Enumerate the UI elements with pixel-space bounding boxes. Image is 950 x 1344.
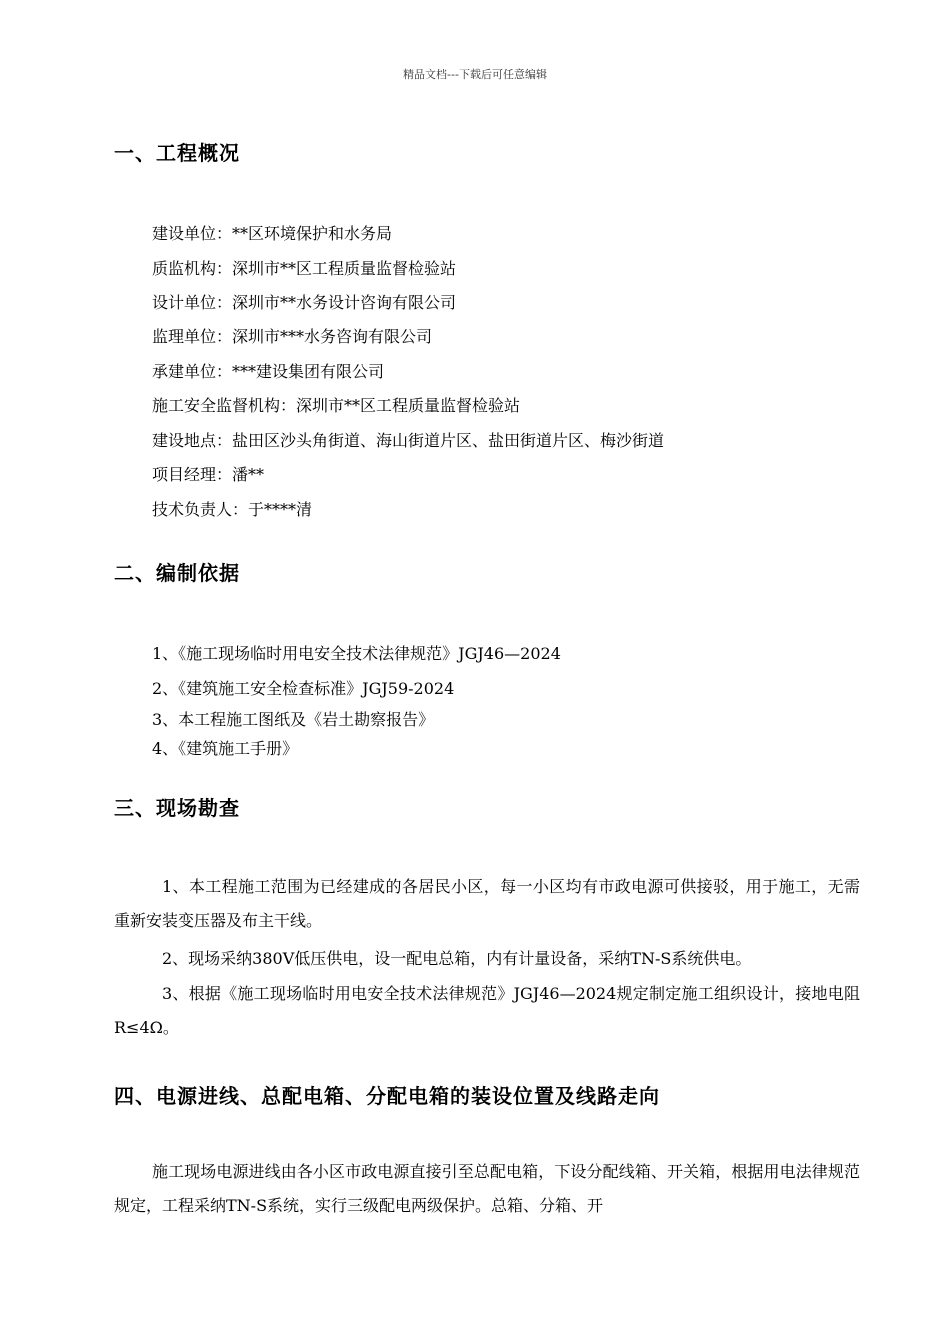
overview-item: 监理单位：深圳市***水务咨询有限公司 [152, 327, 433, 346]
overview-item: 承建单位：***建设集团有限公司 [152, 362, 385, 381]
overview-item: 技术负责人：于****清 [152, 500, 313, 519]
overview-item: 项目经理：潘** [152, 465, 265, 484]
basis-item: 2、《建筑施工安全检查标准》JGJ59-2024 [152, 679, 455, 698]
overview-item: 建设地点：盐田区沙头角街道、海山街道片区、盐田街道片区、梅沙街道 [152, 431, 665, 450]
basis-item: 1、《施工现场临时用电安全技术法律规范》JGJ46—2024 [152, 644, 561, 663]
overview-item: 建设单位：**区环境保护和水务局 [152, 224, 393, 243]
basis-item: 3、本工程施工图纸及《岩土勘察报告》 [152, 710, 435, 729]
basis-item: 4、《建筑施工手册》 [152, 739, 299, 758]
power-layout-paragraph: 施工现场电源进线由各小区市政电源直接引至总配电箱，下设分配线箱、开关箱，根据用电法律规范规定，工程采纳TN-S系统，实行三级配电两级保护。总箱、分箱、开 [114, 1162, 860, 1215]
page-header: 精品文档---下载后可任意编辑 [403, 68, 547, 81]
overview-item: 设计单位：深圳市**水务设计咨询有限公司 [152, 293, 457, 312]
overview-item: 施工安全监督机构：深圳市**区工程质量监督检验站 [152, 396, 521, 415]
section-heading-overview: 一、工程概况 [114, 141, 240, 165]
section-heading-survey: 三、现场勘查 [114, 796, 240, 820]
section-heading-power-layout: 四、电源进线、总配电箱、分配电箱的装设位置及线路走向 [114, 1084, 660, 1108]
section-heading-basis: 二、编制依据 [114, 561, 240, 585]
overview-item: 质监机构：深圳市**区工程质量监督检验站 [152, 259, 457, 278]
survey-paragraph: 2、现场采纳380V低压供电，设一配电总箱，内有计量设备，采纳TN-S系统供电。 [162, 949, 752, 968]
survey-paragraph: 1、本工程施工范围为已经建成的各居民小区，每一小区均有市政电源可供接驳，用于施工，无需重新安装变压器及布主干线。 [114, 877, 860, 930]
survey-paragraph: 3、根据《施工现场临时用电安全技术法律规范》JGJ46—2024规定制定施工组织设计，接地电阻R≤4Ω。 [114, 984, 860, 1037]
